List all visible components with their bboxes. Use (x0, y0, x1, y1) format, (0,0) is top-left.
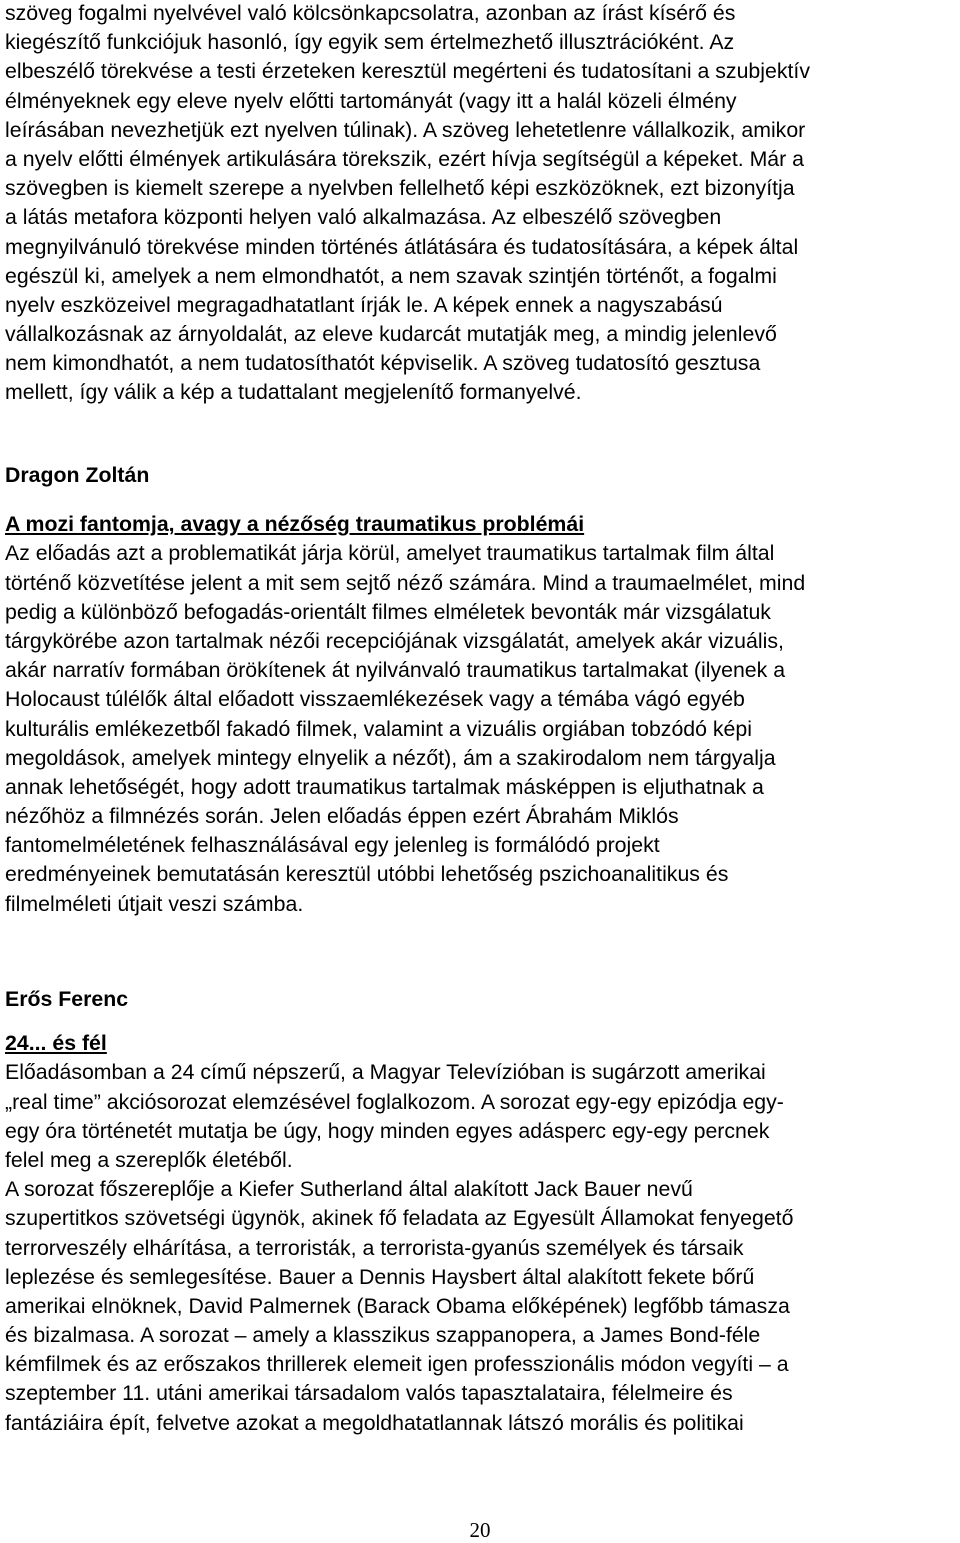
paragraph-line: vállalkozásnak az árnyoldalát, az eleve kudarcát mutatják meg, a mindig jelenlevő (5, 322, 777, 347)
author-name: Erős Ferenc (5, 987, 129, 1011)
paragraph-line: fantáziáira épít, felvetve azokat a megoldhatatlannak látszó morális és politikai (5, 1410, 744, 1435)
paragraph-line: egy óra történetét mutatja be úgy, hogy minden egyes adásperc egy-egy percnek (5, 1118, 770, 1143)
paragraph-line: egészül ki, amelyek a nem elmondhatót, a nem szavak szintjén történőt, a fogalmi (5, 263, 777, 288)
abstract-section (5, 985, 793, 1438)
paragraph-line: eredményeinek bemutatásán keresztül utóbbi lehetőség pszichoanalitikus és (5, 862, 729, 887)
paragraph-line: akár narratív formában örökítenek át nyilvánvaló traumatikus tartalmakat (ilyenek a (5, 658, 786, 683)
abstract-title: A mozi fantomja, avagy a nézőség traumatikus problémái (5, 512, 585, 537)
paragraph-line: felel meg a szereplők életéből. (5, 1147, 293, 1172)
abstract-title: 24... és fél (5, 1031, 107, 1056)
paragraph-line: elbeszélő törekvése a testi érzeteken keresztül megérteni és tudatosítani a szubjektív (5, 59, 810, 84)
intro-paragraph (5, 0, 810, 408)
paragraph-line: filmelméleti útjait veszi számba. (5, 891, 304, 916)
paragraph-line: terrorveszély elhárítása, a terroristák, a terrorista-gyanús személyek és társaik (5, 1235, 744, 1260)
paragraph-line: Holocaust túlélők által előadott visszaemlékezések vagy a témába vágó egyéb (5, 687, 745, 712)
paragraph-line: fantomelméletének felhasználásával egy jelenleg is formálódó projekt (5, 833, 660, 858)
paragraph-line: nézőhöz a filmnézés során. Jelen előadás éppen ezért Ábrahám Miklós (5, 804, 679, 829)
author-name: Dragon Zoltán (5, 463, 150, 487)
paragraph-line: szupertitkos szövetségi ügynök, akinek fő feladata az Egyesült Államokat fenyegető (5, 1206, 794, 1231)
paragraph-line: A sorozat főszereplője a Kiefer Sutherland által alakított Jack Bauer nevű (5, 1177, 693, 1202)
paragraph-line: „real time” akciósorozat elemzésével foglalkozom. A sorozat egy-egy epizódja egy- (5, 1089, 784, 1114)
paragraph-line: leplezése és semlegesítése. Bauer a Dennis Haysbert által alakított fekete bőrű (5, 1264, 755, 1289)
paragraph-line: szövegben is kiemelt szerepe a nyelvben fellelhető képi eszközöknek, ezt bizonyítja (5, 176, 795, 201)
paragraph-line: amerikai elnöknek, David Palmernek (Barack Obama előképének) legfőbb támasza (5, 1293, 790, 1318)
paragraph-line: megnyilvánuló törekvése minden történés átlátására és tudatosítására, a képek által (5, 234, 799, 259)
abstract-body (5, 539, 805, 918)
abstract-body (5, 1058, 793, 1437)
paragraph-line: a nyelv előtti élmények artikulására törekszik, ezért hívja segítségül a képeket. Már a (5, 146, 805, 171)
paragraph-line: és bizalmasa. A sorozat – amely a klasszikus szappanopera, a James Bond-féle (5, 1323, 761, 1348)
paragraph-line: nyelv eszközeivel megragadhatatlant írják le. A képek ennek a nagyszabású (5, 292, 723, 317)
paragraph-line: szöveg fogalmi nyelvével való kölcsönkapcsolatra, azonban az írást kísérő és (5, 1, 736, 25)
paragraph-line: Az előadás azt a problematikát járja körül, amelyet traumatikus tartalmak film által (5, 541, 775, 566)
paragraph-line: kémfilmek és az erőszakos thrillerek elemeit igen professzionális módon vegyíti – a (5, 1352, 789, 1377)
paragraph-line: megoldások, amelyek mintegy elnyelik a nézőt), ám a szakirodalom nem tárgyalja (5, 745, 776, 770)
paragraph-line: leírásában nevezhetjük ezt nyelven túlinak). A szöveg lehetetlenre vállalkozik, amikor (5, 117, 806, 142)
paragraph-line: szeptember 11. utáni amerikai társadalom valós tapasztalataira, félelmeire és (5, 1381, 733, 1406)
paragraph-line: történő közvetítése jelent a mit sem sejtő néző számára. Mind a traumaelmélet, mind (5, 570, 806, 595)
paragraph-line: pedig a különböző befogadás-orientált filmes elméletek bevonták már vizsgálatuk (5, 599, 771, 624)
paragraph-line: Előadásomban a 24 című népszerű, a Magyar Televízióban is sugárzott amerikai (5, 1060, 766, 1085)
page-number: 20 (469, 1518, 491, 1542)
paragraph-line: annak lehetőségét, hogy adott traumatikus tartalmak másképpen is eljuthatnak a (5, 774, 764, 799)
paragraph-line: nem kimondhatót, a nem tudatosíthatót képviselik. A szöveg tudatosító gesztusa (5, 351, 761, 376)
paragraph-line: élményeknek egy eleve nyelv előtti tartományát (vagy itt a halál közeli élmény (5, 88, 737, 113)
paragraph-line: kulturális emlékezetből fakadó filmek, valamint a vizuális orgiában tobzódó képi (5, 716, 752, 741)
paragraph-line: mellett, így válik a kép a tudattalant megjelenítő formanyelvé. (5, 380, 582, 405)
paragraph-line: a látás metafora központi helyen való alkalmazása. Az elbeszélő szövegben (5, 205, 722, 230)
paragraph-line: tárgykörébe azon tartalmak nézői recepciójának vizsgálatát, amelyek akár vizuális, (5, 628, 784, 653)
paragraph-line: kiegészítő funkciójuk hasonló, így egyik sem értelmezhető illusztrációként. Az (5, 30, 735, 55)
abstract-section (5, 461, 805, 919)
